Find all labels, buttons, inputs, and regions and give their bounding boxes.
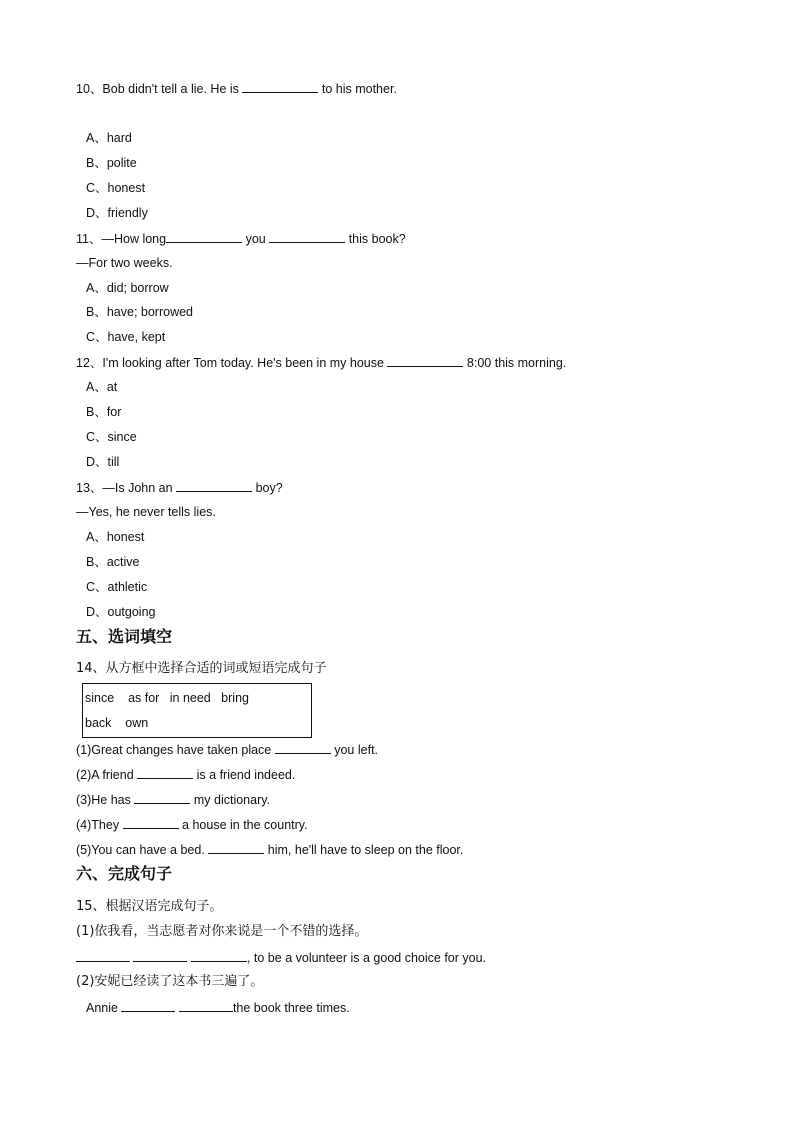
question-10-prefix: 10、Bob didn't tell a lie. He is <box>76 82 239 96</box>
answer-blank[interactable] <box>123 816 179 829</box>
sentence-2-prefix: Annie <box>86 1001 118 1015</box>
item-suffix: him, he'll have to sleep on the floor. <box>267 843 464 857</box>
option-d[interactable]: D、friendly <box>86 206 148 220</box>
sentence-1-english <box>76 949 486 966</box>
answer-blank[interactable] <box>76 949 130 962</box>
option-b[interactable]: B、active <box>86 555 140 569</box>
item-suffix: you left. <box>334 743 379 757</box>
sentence-1-suffix: , to be a volunteer is a good choice for you. <box>246 951 487 965</box>
answer-blank[interactable] <box>121 999 175 1012</box>
answer-blank[interactable] <box>137 766 193 779</box>
question-13-answer: —Yes, he never tells lies. <box>76 505 216 519</box>
question-10-suffix: to his mother. <box>321 82 397 96</box>
answer-blank[interactable] <box>208 841 264 854</box>
question-14-item-5 <box>76 841 463 858</box>
item-prefix: (5)You can have a bed. <box>76 843 205 857</box>
answer-blank[interactable] <box>133 949 187 962</box>
answer-blank[interactable] <box>191 949 247 962</box>
answer-blank[interactable] <box>134 791 190 804</box>
option-a[interactable]: A、did; borrow <box>86 281 169 295</box>
answer-blank[interactable] <box>387 354 463 367</box>
question-12-suffix: 8:00 this morning. <box>466 356 567 370</box>
sentence-2-suffix: the book three times. <box>232 1001 350 1015</box>
question-11-mid: you <box>245 232 266 246</box>
section-5-title: 五、选词填空 <box>76 627 173 646</box>
word-box-line-2: back own <box>85 716 149 730</box>
item-suffix: a house in the country. <box>182 818 308 832</box>
option-b[interactable]: B、for <box>86 405 122 419</box>
answer-blank[interactable] <box>176 479 252 492</box>
question-13-prefix: 13、—Is John an <box>76 481 173 495</box>
item-suffix: my dictionary. <box>193 793 271 807</box>
question-12-prefix: 12、I'm looking after Tom today. He's been in my house <box>76 356 384 370</box>
option-a[interactable]: A、at <box>86 380 118 394</box>
sentence-1-chinese: (1)依我看，当志愿者对你来说是一个不错的选择。 <box>76 924 368 939</box>
question-14-item-4 <box>76 816 308 833</box>
answer-blank[interactable] <box>242 80 318 93</box>
answer-blank[interactable] <box>179 999 233 1012</box>
section-6-title: 六、完成句子 <box>76 864 173 883</box>
item-prefix: (1)Great changes have taken place <box>76 743 272 757</box>
question-13-suffix: boy? <box>255 481 283 495</box>
item-suffix: is a friend indeed. <box>196 768 296 782</box>
word-box <box>82 683 312 738</box>
option-d[interactable]: D、outgoing <box>86 605 156 619</box>
word-box-line-1: since as for in need bring <box>85 691 249 705</box>
option-c[interactable]: C、honest <box>86 181 146 195</box>
answer-blank[interactable] <box>166 230 242 243</box>
question-11-suffix: this book? <box>348 232 406 246</box>
question-11-answer: —For two weeks. <box>76 256 173 270</box>
option-d[interactable]: D、till <box>86 455 120 469</box>
question-13 <box>76 479 283 496</box>
question-14-item-3 <box>76 791 270 808</box>
option-a[interactable]: A、honest <box>86 530 145 544</box>
question-14-instruction: 14、从方框中选择合适的词或短语完成句子 <box>76 661 327 676</box>
answer-blank[interactable] <box>269 230 345 243</box>
option-c[interactable]: C、athletic <box>86 580 148 594</box>
option-a[interactable]: A、hard <box>86 131 132 145</box>
sentence-2-chinese: (2)安妮已经读了这本书三遍了。 <box>76 974 264 989</box>
question-14-item-2 <box>76 766 295 783</box>
question-14-item-1 <box>76 741 378 758</box>
item-prefix: (2)A friend <box>76 768 134 782</box>
question-15-instruction: 15、根据汉语完成句子。 <box>76 899 223 914</box>
option-c[interactable]: C、have, kept <box>86 330 166 344</box>
answer-blank[interactable] <box>275 741 331 754</box>
option-b[interactable]: B、polite <box>86 156 137 170</box>
question-12 <box>76 354 566 371</box>
item-prefix: (4)They <box>76 818 120 832</box>
option-c[interactable]: C、since <box>86 430 137 444</box>
question-11 <box>76 230 406 247</box>
sentence-2-english <box>86 999 350 1016</box>
option-b[interactable]: B、have; borrowed <box>86 305 194 319</box>
item-prefix: (3)He has <box>76 793 131 807</box>
question-11-prefix: 11、—How long <box>76 232 167 246</box>
question-10 <box>76 80 397 97</box>
